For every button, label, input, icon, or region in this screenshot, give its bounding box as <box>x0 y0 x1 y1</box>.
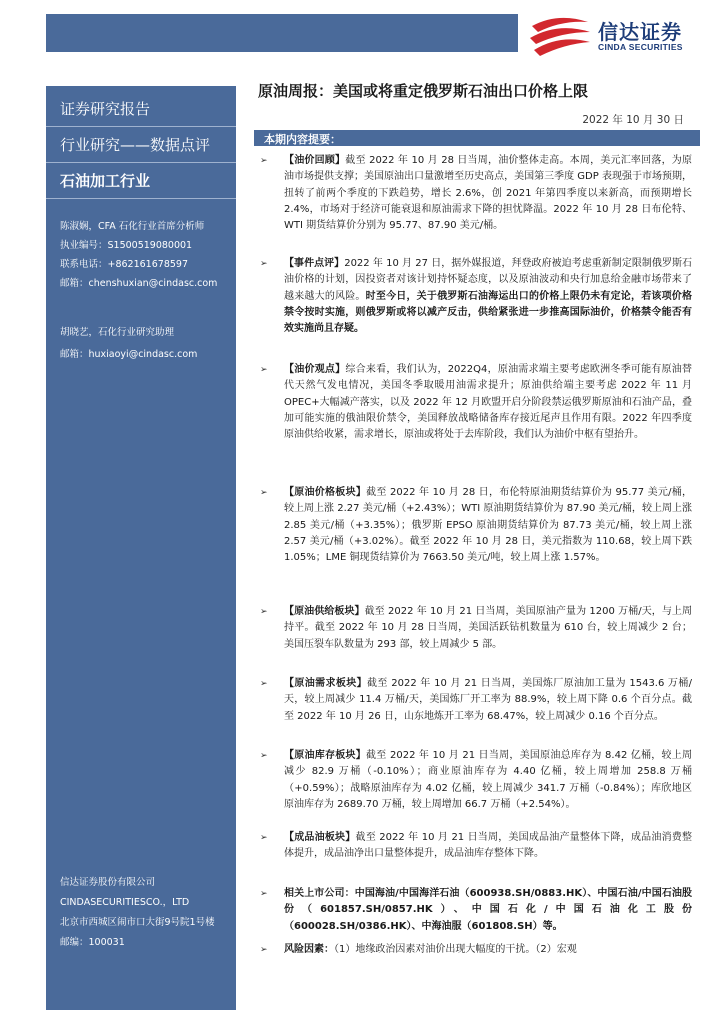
bullet-arrow-icon: ➢ <box>260 679 268 689</box>
analyst1-email[interactable]: 邮箱：chenshuxian@cindasc.com <box>60 278 218 289</box>
analyst2-name: 胡晓艺，石化行业研究助理 <box>60 327 175 338</box>
list-item: ➢ 【成品油板块】截至 2022 年 10 月 21 日当周，美国成品油产量整体下降，成品油消费整体提升，成品油净出口量整体提升，成品油库存整体下降。 <box>260 832 692 860</box>
divider <box>46 198 236 199</box>
company-name-cn: 信达证券股份有限公司 <box>60 877 156 888</box>
bullet-arrow-icon: ➢ <box>260 259 268 269</box>
report-date: 2022 年 10 月 30 日 <box>582 114 684 126</box>
divider <box>46 126 236 127</box>
divider <box>46 162 236 163</box>
company-postcode: 邮编：100031 <box>60 937 125 948</box>
list-item: ➢ 【事件点评】2022 年 10 月 27 日，据外媒报道，拜登政府被迫考虑重新制定限制俄罗斯石油价格的计划，因投资者对该计划持怀疑态度，以及原油波动和央行加息给金融市场带来了越来越大的风险。时至今日，关于俄罗斯石油海运出口的价格上限仍未有定论，若该项价格禁令按时实施，则俄罗斯或将以减产反击，供给紧张进一步推高国际油价，价格禁令能否有效实施尚且存疑。 <box>260 258 693 335</box>
bullet-arrow-icon: ➢ <box>260 833 268 843</box>
report-type: 证券研究报告 <box>60 100 151 118</box>
analyst2-email[interactable]: 邮箱：huxiaoyi@cindasc.com <box>60 349 198 360</box>
list-item: ➢ 【油价观点】综合来看，我们认为，2022Q4，原油需求端主要考虑欧洲冬季可能有原油替代天然气发电情况，美国冬季取暖用油需求提升；原油供给端主要考虑 2022 年 11 月 OPEC+大幅减产落实，以及 2022 年 12 月欧盟开启分阶段禁运俄罗斯原油和石油产品，叠加可能实施的俄油限价禁令，美国释放战略储备库存接近尾声且作用有限。2022 年四季度原油供给收紧，需求增长，原油或将处于去库阶段，我们认为油价中枢有望抬升。 <box>260 364 692 441</box>
bullet-arrow-icon: ➢ <box>260 889 268 899</box>
list-item: ➢ 【油价回顾】截至 2022 年 10 月 28 日当周，油价整体走高。本周，美元汇率回落，为原油市场提供支撑；美国原油出口量激增至历史高点，美国第三季度 GDP 表现强于市场预期，扭转了前两个季度的下跌趋势，增长 2.6%，创 2021 年第四季度以来新高，而预期增长 2.4%，市场对于经济可能衰退和原油需求下降的担忧降温。2022 年 10 月 28 日布伦特、WTI 期货结算价分别为 95.77、87.90 美元/桶。 <box>260 155 692 232</box>
cinda-logo <box>528 12 708 58</box>
cinda-logo-icon <box>528 12 594 56</box>
bullet-arrow-icon: ➢ <box>260 488 268 498</box>
list-item: ➢ 风险因素：（1）地缘政治因素对油价出现大幅度的干扰。（2）宏观 <box>262 942 692 958</box>
bullet-arrow-icon: ➢ <box>260 751 268 761</box>
list-item: ➢ 相关上市公司：中国海油/中国海洋石油（600938.SH/0883.HK）、中国石油/中国石油股份（601857.SH/0857.HK）、中国石化/中国石油化工股份（600028.SH/0386.HK）、中海油服（601808.SH）等。 <box>260 888 692 932</box>
bullet-arrow-icon: ➢ <box>260 607 268 617</box>
bullet-arrow-icon: ➢ <box>260 945 268 955</box>
summary-header <box>254 130 700 146</box>
company-name-en: CINDASECURITIESCO.，LTD <box>60 897 190 908</box>
analyst1-name: 陈淑娴，CFA 石化行业首席分析师 <box>60 221 205 232</box>
industry-name: 石油加工行业 <box>60 172 151 190</box>
list-item: ➢ 【原油库存板块】截至 2022 年 10 月 21 日当周，美国原油总库存为 8.42 亿桶，较上周减少 82.9 万桶（-0.10%）；商业原油库存为 4.40 亿桶，较上周增加 258.8 万桶（+0.59%）；战略原油库存为 4.02 亿桶，较上周减少 341.7 万桶（-0.84%）；库欣地区原油库存为 2689.70 万桶，较上周增加 66.7 万桶（+2.54%）。 <box>260 750 693 810</box>
list-item: ➢ 【原油需求板块】截至 2022 年 10 月 21 日当周，美国炼厂原油加工量为 1543.6 万桶/天，较上周减少 11.4 万桶/天，美国炼厂开工率为 88.9%，较上周下降 0.6 个百分点。截至 2022 年 10 月 26 日，山东地炼开工率为 68.47%，较上周减少 0.16 个百分点。 <box>260 678 693 722</box>
bullet-arrow-icon: ➢ <box>260 156 268 166</box>
analyst1-phone: 联系电话：+862161678597 <box>60 259 188 270</box>
list-item: ➢ 【原油价格板块】截至 2022 年 10 月 28 日，布伦特原油期货结算价为 95.77 美元/桶，较上周上涨 2.27 美元/桶（+2.43%）；WTI 原油期货结算价为 87.90 美元/桶，较上周上涨 2.85 美元/桶（+3.35%）；俄罗斯 EPSO 原油期货结算价为 87.73 美元/桶，较上周上涨 2.57 美元/桶（+3.02%）。截至 2022 年 10 月 28 日，美元指数为 110.68，较上周下跌 1.05%；LME 铜现货结算价为 7663.50 美元/吨，较上周上涨 1.57%。 <box>260 487 692 564</box>
logo-text-cn: 信达证券 <box>598 20 682 44</box>
bullet-arrow-icon: ➢ <box>260 365 268 375</box>
header-band <box>46 14 518 52</box>
report-title: 原油周报：美国或将重定俄罗斯石油出口价格上限 <box>258 82 589 100</box>
logo-text-en: CINDA SECURITIES <box>598 42 683 52</box>
report-category: 行业研究——数据点评 <box>60 136 211 154</box>
list-item: ➢ 【原油供给板块】截至 2022 年 10 月 21 日当周，美国原油产量为 1200 万桶/天，与上周持平。截至 2022 年 10 月 28 日当周，美国活跃钻机数量为 610 台，较上周减少 2 台；美国压裂车队数量为 293 部，较上周减少 5 部。 <box>260 606 693 650</box>
sidebar <box>46 86 236 1010</box>
company-address: 北京市西城区闹市口大街9号院1号楼 <box>60 917 215 928</box>
summary-label: 本期内容提要： <box>264 133 341 146</box>
analyst1-license: 执业编号：S1500519080001 <box>60 240 193 251</box>
